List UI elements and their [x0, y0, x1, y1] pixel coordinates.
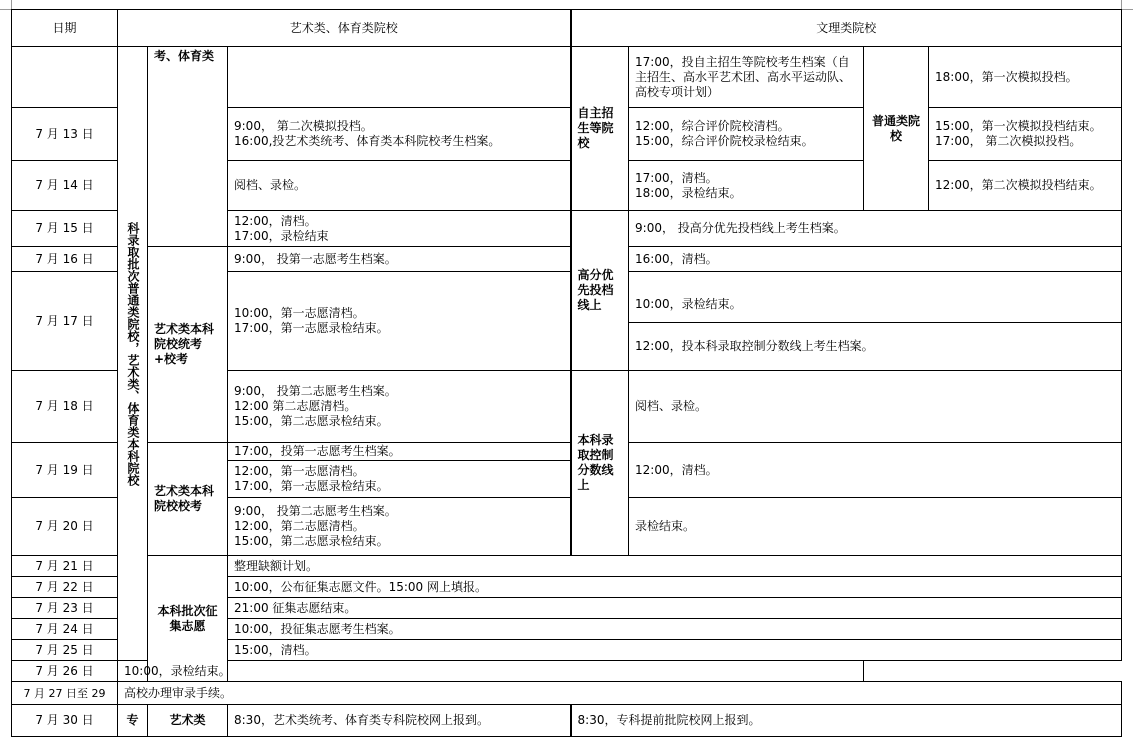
arts-event: 9:00， 投第一志愿考生档案。: [228, 247, 571, 272]
date-cell: 7 月 25 日: [12, 640, 118, 661]
arts-event: 9:00， 投第二志愿考生档案。 12:00，第二志愿清档。 15:00，第二志愿录检结束。: [228, 498, 571, 556]
sci-event-zizhu-top: 17:00，投自主招生等院校考生档案（自主招生、高水平艺术团、高水平运动队、高校专项计划）: [629, 47, 864, 108]
category-high-score-priority: 高分优先投档线上: [571, 211, 629, 371]
date-cell: 7 月 16 日: [12, 247, 118, 272]
sci-event-undergrad: 阅档、录检。: [629, 371, 1122, 443]
date-cell: 7 月 18 日: [12, 371, 118, 443]
date-cell: 7 月 27 日至 29: [12, 682, 118, 705]
sci-event-general: 15:00，第一次模拟投档结束。 17:00， 第二次模拟投档。: [929, 108, 1122, 161]
corner-mark-right: [1121, 0, 1133, 10]
header-liberal-science: 文理类院校: [571, 10, 1122, 47]
date-cell: 7 月 23 日: [12, 598, 118, 619]
arts-event: 9:00， 投第二志愿考生档案。 12:00 第二志愿清档。 15:00，第二志愿录检结束。: [228, 371, 571, 443]
category-supplementary-volunteer: 本科批次征集志愿: [148, 556, 228, 682]
date-cell: 7 月 26 日: [12, 661, 118, 682]
date-cell: 7 月 20 日: [12, 498, 118, 556]
shared-event: 10:00，公布征集志愿文件。15:00 网上填报。: [228, 577, 1122, 598]
header-date: 日期: [12, 10, 118, 47]
sci-event-general: 12:00，第二次模拟投档结束。: [929, 161, 1122, 211]
sci-event-general-top: 18:00，第一次模拟投档。: [929, 47, 1122, 108]
category-art-school-exam: 艺术类本科院校校考: [148, 443, 228, 556]
sci-event-highscore: 16:00，清档。: [629, 247, 1122, 272]
admission-schedule-table: [11, 9, 1122, 737]
shared-event: 10:00，投征集志愿考生档案。: [228, 619, 1122, 640]
sci-event-highscore: 9:00， 投高分优先投档线上考生档案。: [629, 211, 1122, 247]
shared-event: 15:00，清档。: [228, 640, 1122, 661]
category-independent-enrollment: 自主招生等院校: [571, 47, 629, 211]
sci-event-split: [629, 272, 1122, 371]
category-undergrad-control-line: 本科录取控制分数线上: [571, 371, 629, 556]
shared-event: 10:00，录检结束。: [118, 661, 864, 682]
date-cell: 7 月 30 日: [12, 705, 118, 737]
shared-event: 21:00 征集志愿结束。: [228, 598, 1122, 619]
date-cell: 7 月 19 日: [12, 443, 118, 498]
date-cell: 7 月 21 日: [12, 556, 118, 577]
date-cell: 7 月 17 日: [12, 272, 118, 371]
shared-event: 整理缺额计划。: [228, 556, 1122, 577]
arts-event: 8:30，艺术类统考、体育类专科院校网上报到。: [228, 705, 571, 737]
arts-event-top: [228, 47, 571, 108]
vertical-batch-label: 科录取批次普通类院校，艺术类、体育类本科院校: [118, 47, 148, 661]
category-sports: 考、体育类: [148, 47, 228, 247]
category-art-unified: 艺术类本科院校统考+校考: [148, 247, 228, 443]
sci-event-zizhu: 12:00，综合评价院校清档。 15:00，综合评价院校录检结束。: [629, 108, 864, 161]
date-cell: 7 月 13 日: [12, 108, 118, 161]
arts-event: 12:00，第一志愿清档。 17:00，第一志愿录检结束。: [228, 461, 571, 498]
sci-event-undergrad: 12:00，投本科录取控制分数线上考生档案。: [635, 339, 874, 353]
arts-event: 9:00， 第二次模拟投档。 16:00,投艺术类统考、体育类本科院校考生档案。: [228, 108, 571, 161]
sci-event-zizhu: 17:00，清档。 18:00，录检结束。: [629, 161, 864, 211]
vertical-bottom-label: 专: [118, 705, 148, 737]
sci-event-highscore: 10:00，录检结束。: [629, 287, 1121, 323]
arts-event: 10:00，第一志愿清档。 17:00，第一志愿录检结束。: [228, 272, 571, 371]
date-cell: 7 月 15 日: [12, 211, 118, 247]
category-art-bottom: 艺术类: [148, 705, 228, 737]
arts-event: 17:00，投第一志愿考生档案。: [228, 443, 571, 461]
date-cell: 7 月 22 日: [12, 577, 118, 598]
sci-event-undergrad: 录检结束。: [629, 498, 1122, 556]
shared-event: 高校办理审录手续。: [118, 682, 1122, 705]
category-general-colleges: 普通类院校: [864, 47, 929, 211]
sci-event-undergrad: 12:00，清档。: [629, 443, 1122, 498]
header-arts-sports: 艺术类、体育类院校: [118, 10, 571, 47]
arts-event: 阅档、录检。: [228, 161, 571, 211]
date-cell-blank: [12, 47, 118, 108]
sci-event: 8:30，专科提前批院校网上报到。: [571, 705, 1122, 737]
date-cell: 7 月 24 日: [12, 619, 118, 640]
arts-event: 12:00，清档。 17:00，录检结束: [228, 211, 571, 247]
date-cell: 7 月 14 日: [12, 161, 118, 211]
